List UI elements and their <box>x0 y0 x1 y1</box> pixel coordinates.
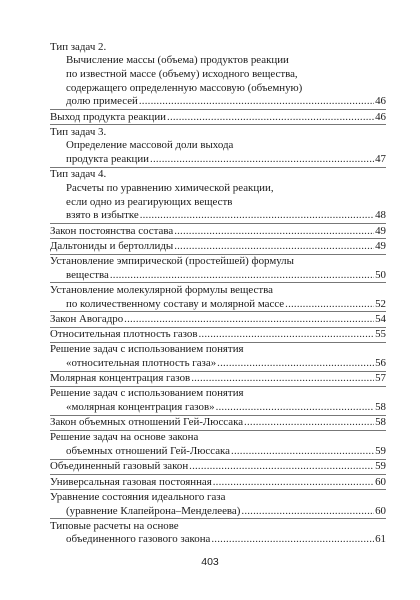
dot-leader <box>124 313 374 327</box>
toc-entry-line: Установление молекулярной формулы вещества <box>50 283 273 296</box>
dot-leader <box>174 225 374 239</box>
dot-leader <box>211 533 374 547</box>
toc-entry-title: по количественному составу и молярной массе <box>66 297 285 310</box>
toc-entry-row <box>50 372 386 386</box>
toc-entry-title: вещества <box>66 268 109 281</box>
toc-entry-row <box>50 209 386 223</box>
dot-leader <box>231 445 374 459</box>
toc-entry-line: Уравнение состояния идеального газа <box>50 490 226 503</box>
toc-entry-row <box>50 460 386 474</box>
toc-page-number: 55 <box>375 328 386 341</box>
toc-entry-row <box>50 401 386 415</box>
toc-entry-title: «молярная концентрация газов» <box>66 401 215 414</box>
toc-entry-line: Вычисление массы (объема) продуктов реакции <box>66 54 289 67</box>
toc-entry-row <box>50 269 386 283</box>
toc-entry <box>50 311 386 326</box>
dot-leader <box>213 476 374 490</box>
toc-entry-line: Расчеты по уравнению химической реакции, <box>66 182 274 195</box>
dot-leader <box>167 111 374 125</box>
dot-leader <box>139 95 374 109</box>
toc-entry-title: Выход продукта реакции <box>50 110 167 123</box>
toc-entry <box>50 518 386 547</box>
toc-page-number: 46 <box>375 110 386 123</box>
toc-entry-title: Универсальная газовая постоянная <box>50 475 212 488</box>
toc-entry <box>50 489 386 518</box>
toc-entry-row <box>50 153 386 167</box>
toc-entry-row <box>50 476 386 490</box>
toc-entry-row <box>50 313 386 327</box>
toc-entry <box>50 282 386 311</box>
toc-entry-line: содержащего определенную массовую (объемную) <box>66 81 303 94</box>
toc-entry-title: объединенного газового закона <box>66 533 211 546</box>
dot-leader <box>199 328 375 342</box>
toc-page-number: 47 <box>375 153 386 166</box>
toc-entry-row <box>50 505 386 519</box>
toc-entry-line: Решение задач на основе закона <box>50 431 199 444</box>
dot-leader <box>140 209 374 223</box>
toc-entry-title: Относительная плотность газов <box>50 328 198 341</box>
toc-entry-row <box>50 533 386 547</box>
dot-leader <box>241 505 374 519</box>
page-number: 403 <box>201 556 219 568</box>
toc-page-number: 56 <box>375 356 386 369</box>
toc-entry <box>50 342 386 371</box>
toc-page-number: 60 <box>375 475 386 488</box>
dot-leader <box>150 153 374 167</box>
toc-entry <box>50 109 386 124</box>
toc-entry <box>50 238 386 253</box>
toc-entry-title: Закон постоянства состава <box>50 224 174 237</box>
toc-entry-line: Определение массовой доли выхода <box>66 139 234 152</box>
toc-entry <box>50 459 386 474</box>
toc-page-number: 46 <box>375 95 386 108</box>
toc-entry-title: объемных отношений Гей-Люссака <box>66 445 231 458</box>
dot-leader <box>191 372 374 386</box>
toc-entry-row <box>50 445 386 459</box>
dot-leader <box>217 357 374 371</box>
dot-leader <box>216 401 375 415</box>
toc-entry-line: Установление эмпирической (простейшей) формулы <box>50 255 294 268</box>
toc-entry-line: по известной массе (объему) исходного вещества, <box>66 67 298 80</box>
toc-entry <box>50 327 386 342</box>
toc-entry-line: Типовые расчеты на основе <box>50 519 179 532</box>
dot-leader <box>189 460 374 474</box>
toc-page-number: 49 <box>375 239 386 252</box>
toc-entry-row <box>50 225 386 239</box>
toc-entry-row <box>50 416 386 430</box>
toc-page-number: 60 <box>375 504 386 517</box>
toc-page-number: 52 <box>375 297 386 310</box>
toc-page-number: 48 <box>375 209 386 222</box>
toc-entry <box>50 415 386 430</box>
toc-page-number: 58 <box>375 401 386 414</box>
toc-entry-title: «относительная плотность газа» <box>66 356 217 369</box>
toc-page-number: 59 <box>375 460 386 473</box>
toc-entry-title: Закон Авогадро <box>50 312 124 325</box>
toc-entry-title: Закон объемных отношений Гей-Люссака <box>50 416 244 429</box>
toc-entry-line: Тип задач 4. <box>50 168 107 181</box>
toc-entry <box>50 124 386 167</box>
toc-entry <box>50 474 386 489</box>
toc-entry-title: Дальтониды и бертоллиды <box>50 239 174 252</box>
toc-entry-row <box>50 357 386 371</box>
toc-entry-line: Тип задач 3. <box>50 125 107 138</box>
toc-entry-row <box>50 111 386 125</box>
toc-page-number: 59 <box>375 445 386 458</box>
dot-leader <box>174 240 374 254</box>
toc-entry-row <box>50 328 386 342</box>
toc-page-number: 50 <box>375 268 386 281</box>
toc-entry-row <box>50 95 386 109</box>
dot-leader <box>285 298 374 312</box>
toc-entry-line: Решение задач с использованием понятия <box>50 387 244 400</box>
toc-entry <box>50 371 386 386</box>
toc-entry-line: Тип задач 2. <box>50 40 107 53</box>
toc-entry-title: Молярная концентрация газов <box>50 372 191 385</box>
dot-leader <box>244 416 374 430</box>
toc-page-number: 57 <box>375 372 386 385</box>
toc-entry-line: если одно из реагирующих веществ <box>66 195 233 208</box>
toc-entry-title: (уравнение Клапейрона–Менделеева) <box>66 504 241 517</box>
toc-entry <box>50 223 386 238</box>
toc-entry-row <box>50 298 386 312</box>
toc-entry-title: взято в избытке <box>66 209 139 222</box>
toc-page-number: 58 <box>375 416 386 429</box>
dot-leader <box>110 269 374 283</box>
toc-page-number: 54 <box>375 312 386 325</box>
toc-entry-title: Объединенный газовый закон <box>50 460 189 473</box>
table-of-contents <box>50 40 386 547</box>
toc-entry <box>50 254 386 283</box>
toc-page-number: 49 <box>375 224 386 237</box>
toc-entry-title: продукта реакции <box>66 153 150 166</box>
toc-page-number: 61 <box>375 533 386 546</box>
toc-entry <box>50 430 386 459</box>
toc-entry-title: долю примесей <box>66 95 138 108</box>
toc-entry-row <box>50 240 386 254</box>
toc-entry <box>50 40 386 109</box>
toc-entry-line: Решение задач с использованием понятия <box>50 343 244 356</box>
toc-entry <box>50 167 386 223</box>
toc-entry <box>50 386 386 415</box>
